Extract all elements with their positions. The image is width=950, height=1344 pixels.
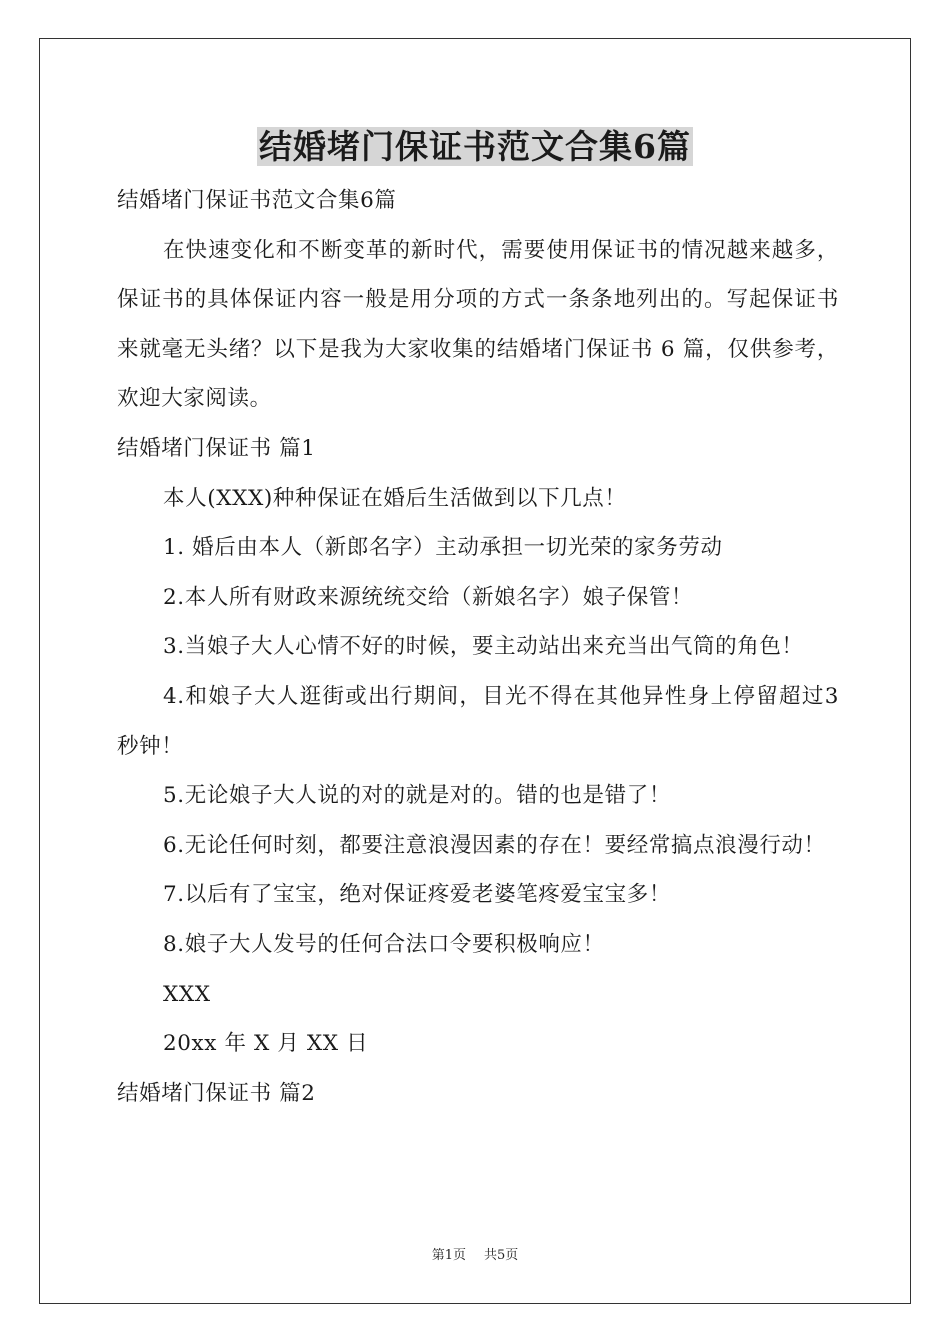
list-item-8: 8.娘子大人发号的任何合法口令要积极响应！ (163, 931, 605, 957)
list-item-7: 7.以后有了宝宝，绝对保证疼爱老婆笔疼爱宝宝多！ (163, 882, 671, 908)
list-item-1: 1. 婚后由本人（新郎名字）主动承担一切光荣的家务劳动 (163, 535, 723, 561)
paragraph-intro: 在快速变化和不断变革的新时代，需要使用保证书的情况越来越多，保证书的具体保证内容一般是用分项的方式一条条地列出的。写起保证书来就毫无头绪？以下是我为大家收集的结婚堵门保证书 6 篇，仅供参考，欢迎大家阅读。 (117, 237, 839, 412)
list-item-6: 6.无论任何时刻，都要注意浪漫因素的存在！要经常搞点浪漫行动！ (163, 832, 826, 858)
page-number: 第1页 (431, 1248, 466, 1263)
list-item-4: 4.和娘子大人逛街或出行期间，目光不得在其他异性身上停留超过3秒钟！ (117, 683, 839, 759)
section-heading-1: 结婚堵门保证书 篇1 (117, 435, 316, 461)
document-body (117, 176, 839, 1118)
signature-name: XXX (163, 981, 211, 1007)
document-title-text: 结婚堵门保证书范文合集6篇 (259, 127, 691, 166)
signature-date: 20xx 年 X 月 XX 日 (163, 1031, 369, 1057)
document-title (0, 124, 950, 170)
page-total: 共5页 (484, 1248, 519, 1263)
section-heading-2: 结婚堵门保证书 篇2 (117, 1080, 316, 1106)
list-item-5: 5.无论娘子大人说的对的就是对的。错的也是错了！ (163, 783, 671, 809)
list-item-3: 3.当娘子大人心情不好的时候，要主动站出来充当出气筒的角色！ (163, 634, 804, 660)
list-item-2: 2.本人所有财政来源统统交给（新娘名字）娘子保管！ (163, 584, 694, 610)
paragraph-subtitle: 结婚堵门保证书范文合集6篇 (117, 188, 397, 213)
paragraph-pledge-intro: 本人(XXX)种种保证在婚后生活做到以下几点！ (163, 485, 627, 511)
page-footer (0, 1247, 950, 1265)
